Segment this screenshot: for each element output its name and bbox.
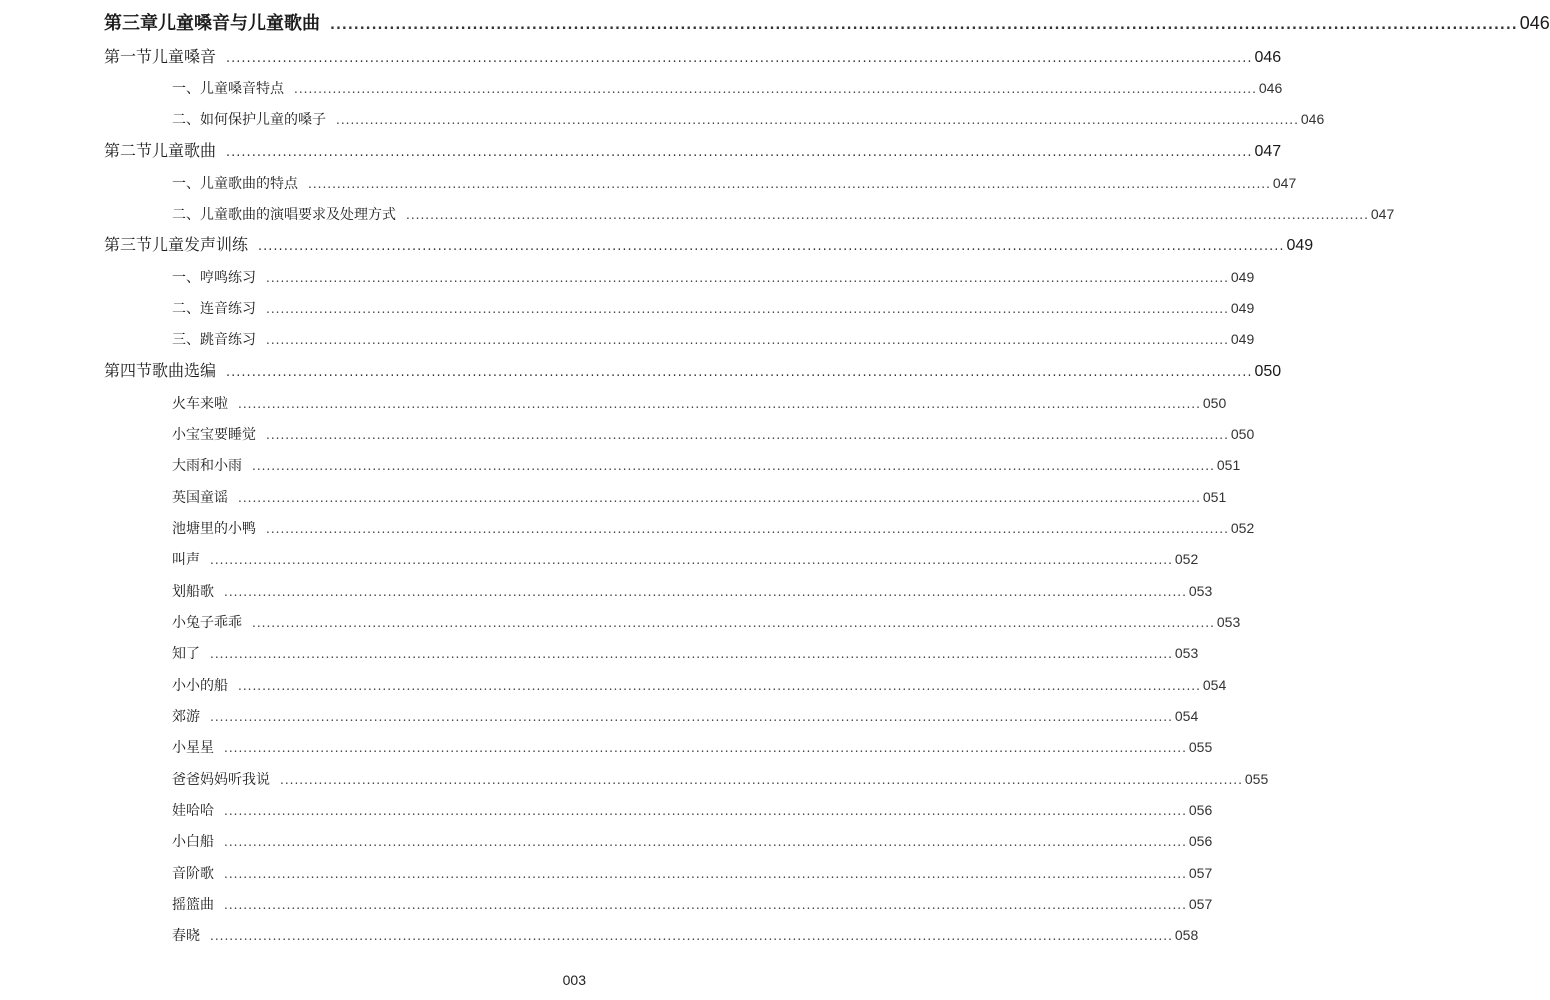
page-number: 049 — [1230, 331, 1255, 347]
toc-item-row[interactable] — [172, 295, 1255, 321]
item-title: 小兔子乖乖 — [172, 615, 242, 631]
item-title: 三、跳音练习 — [172, 332, 256, 348]
item-title: 爸爸妈妈听我说 — [172, 772, 270, 788]
item-title: 一、儿童嗓音特点 — [172, 81, 284, 97]
leader-dots: ........................................................................................................................................................................................................ — [252, 459, 1215, 473]
section-number: 第二节 — [104, 141, 153, 160]
page-number: 049 — [1286, 237, 1314, 254]
item-title: 二、连音练习 — [172, 301, 256, 317]
toc-chapter-row[interactable] — [104, 10, 1550, 36]
page-number: 055 — [1188, 739, 1213, 755]
toc-item-row[interactable] — [172, 860, 1213, 886]
toc-section-row[interactable] — [104, 232, 1314, 258]
item-title: 池塘里的小鸭 — [172, 521, 256, 537]
leader-dots: ........................................................................................................................................................................................................ — [266, 522, 1229, 536]
leader-dots: ........................................................................................................................................................................................................ — [224, 804, 1187, 818]
page-number: 050 — [1202, 395, 1227, 411]
leader-dots: ........................................................................................................................................................................................................ — [224, 835, 1187, 849]
leader-dots: ........................................................................................................................................................................................................ — [266, 271, 1229, 285]
toc-item-row[interactable] — [172, 106, 1325, 132]
section-number: 第三节 — [104, 235, 153, 254]
page-number: 046 — [1300, 111, 1325, 127]
item-title: 郊游 — [172, 709, 200, 725]
leader-dots: ........................................................................................................................................................................................................ — [266, 428, 1229, 442]
leader-dots: ........................................................................................................................................................................................................ — [280, 773, 1243, 787]
page-number: 047 — [1370, 206, 1395, 222]
leader-dots: ........................................................................................................................................................................................................ — [224, 898, 1187, 912]
page-number: 053 — [1174, 645, 1199, 661]
leader-dots: ........................................................................................................................................................................................................ — [226, 145, 1253, 160]
leader-dots: ........................................................................................................................................................................................................ — [294, 82, 1257, 96]
page-folio: 003 — [562, 972, 586, 988]
page-number: 050 — [1230, 426, 1255, 442]
item-title: 火车来啦 — [172, 396, 228, 412]
item-title: 小宝宝要睡觉 — [172, 427, 256, 443]
item-title: 一、哼鸣练习 — [172, 270, 256, 286]
section-title: 儿童歌曲 — [152, 141, 217, 160]
item-title: 叫声 — [172, 552, 200, 568]
chapter-title: 儿童嗓音与儿童歌曲 — [158, 13, 320, 34]
item-title: 划船歌 — [172, 584, 214, 600]
leader-dots: ........................................................................................................................................................................................................ — [266, 302, 1229, 316]
item-title: 一、儿童歌曲的特点 — [172, 176, 298, 192]
toc-item-row[interactable] — [172, 515, 1255, 541]
page-number: 049 — [1230, 269, 1255, 285]
leader-dots: ........................................................................................................................................................................................................ — [406, 208, 1369, 222]
page-number: 046 — [1258, 80, 1283, 96]
page-number: 047 — [1272, 175, 1297, 191]
toc-section-row[interactable] — [104, 138, 1282, 164]
leader-dots: ........................................................................................................................................................................................................ — [210, 553, 1173, 567]
toc-section-row[interactable] — [104, 44, 1282, 70]
toc-item-row[interactable] — [172, 609, 1241, 635]
page-number: 057 — [1188, 865, 1213, 881]
leader-dots: ........................................................................................................................................................................................................ — [224, 867, 1187, 881]
section-title: 歌曲选编 — [152, 361, 217, 380]
page-number: 053 — [1216, 614, 1241, 630]
toc-item-row[interactable] — [172, 452, 1241, 478]
leader-dots: ........................................................................................................................................................................................................ — [224, 585, 1187, 599]
toc-item-row[interactable] — [172, 201, 1395, 227]
page-number: 054 — [1202, 677, 1227, 693]
section-number: 第四节 — [104, 361, 153, 380]
toc-item-row[interactable] — [172, 766, 1269, 792]
leader-dots: ........................................................................................................................................................................................................ — [210, 929, 1173, 943]
page-number: 052 — [1230, 520, 1255, 536]
leader-dots: ........................................................................................................................................................................................................ — [330, 18, 1518, 33]
item-title: 小星星 — [172, 740, 214, 756]
item-title: 英国童谣 — [172, 490, 228, 506]
item-title: 大雨和小雨 — [172, 458, 242, 474]
page-number: 055 — [1244, 771, 1269, 787]
item-title: 娃哈哈 — [172, 803, 214, 819]
section-title: 儿童嗓音 — [152, 47, 217, 66]
toc-item-row[interactable] — [172, 922, 1199, 948]
leader-dots: ........................................................................................................................................................................................................ — [308, 177, 1271, 191]
item-title: 春晓 — [172, 928, 200, 944]
page-number: 052 — [1174, 551, 1199, 567]
leader-dots: ........................................................................................................................................................................................................ — [210, 647, 1173, 661]
toc-item-row[interactable] — [172, 75, 1283, 101]
page-number: 057 — [1188, 896, 1213, 912]
toc-item-row[interactable] — [172, 672, 1227, 698]
leader-dots: ........................................................................................................................................................................................................ — [238, 397, 1201, 411]
item-title: 音阶歌 — [172, 866, 214, 882]
item-title: 小白船 — [172, 834, 214, 850]
toc-item-row[interactable] — [172, 390, 1227, 416]
toc-item-row[interactable] — [172, 578, 1213, 604]
leader-dots: ........................................................................................................................................................................................................ — [224, 741, 1187, 755]
leader-dots: ........................................................................................................................................................................................................ — [252, 616, 1215, 630]
toc-item-row[interactable] — [172, 734, 1213, 760]
toc-item-row[interactable] — [172, 546, 1199, 572]
page-number: 053 — [1188, 583, 1213, 599]
item-title: 小小的船 — [172, 678, 228, 694]
item-title: 二、如何保护儿童的嗓子 — [172, 112, 326, 128]
page-number: 051 — [1202, 489, 1227, 505]
item-title: 摇篮曲 — [172, 897, 214, 913]
leader-dots: ........................................................................................................................................................................................................ — [226, 365, 1253, 380]
leader-dots: ........................................................................................................................................................................................................ — [266, 333, 1229, 347]
page-number: 058 — [1174, 927, 1199, 943]
leader-dots: ........................................................................................................................................................................................................ — [210, 710, 1173, 724]
toc-item-row[interactable] — [172, 797, 1213, 823]
item-title: 二、儿童歌曲的演唱要求及处理方式 — [172, 207, 396, 223]
page-number: 056 — [1188, 833, 1213, 849]
toc-item-row[interactable] — [172, 891, 1213, 917]
toc-item-row[interactable] — [172, 170, 1297, 196]
section-number: 第一节 — [104, 47, 153, 66]
toc-item-row[interactable] — [172, 264, 1255, 290]
page-number: 046 — [1254, 49, 1282, 66]
chapter-number: 第三章 — [104, 13, 158, 34]
page-number: 051 — [1216, 457, 1241, 473]
leader-dots: ........................................................................................................................................................................................................ — [238, 491, 1201, 505]
toc-item-row[interactable] — [172, 326, 1255, 352]
toc-item-row[interactable] — [172, 703, 1199, 729]
toc-item-row[interactable] — [172, 421, 1255, 447]
leader-dots: ........................................................................................................................................................................................................ — [238, 679, 1201, 693]
toc-item-row[interactable] — [172, 640, 1199, 666]
leader-dots: ........................................................................................................................................................................................................ — [336, 113, 1299, 127]
leader-dots: ........................................................................................................................................................................................................ — [226, 51, 1253, 66]
page-number: 054 — [1174, 708, 1199, 724]
toc-item-row[interactable] — [172, 484, 1227, 510]
page-number: 047 — [1254, 143, 1282, 160]
section-title: 儿童发声训练 — [152, 235, 249, 254]
leader-dots: ........................................................................................................................................................................................................ — [258, 239, 1285, 254]
item-title: 知了 — [172, 646, 200, 662]
toc-item-row[interactable] — [172, 828, 1213, 854]
page-number: 049 — [1230, 300, 1255, 316]
page-number: 056 — [1188, 802, 1213, 818]
page-number: 050 — [1254, 363, 1282, 380]
page-number: 046 — [1519, 13, 1550, 33]
toc-section-row[interactable] — [104, 358, 1282, 384]
